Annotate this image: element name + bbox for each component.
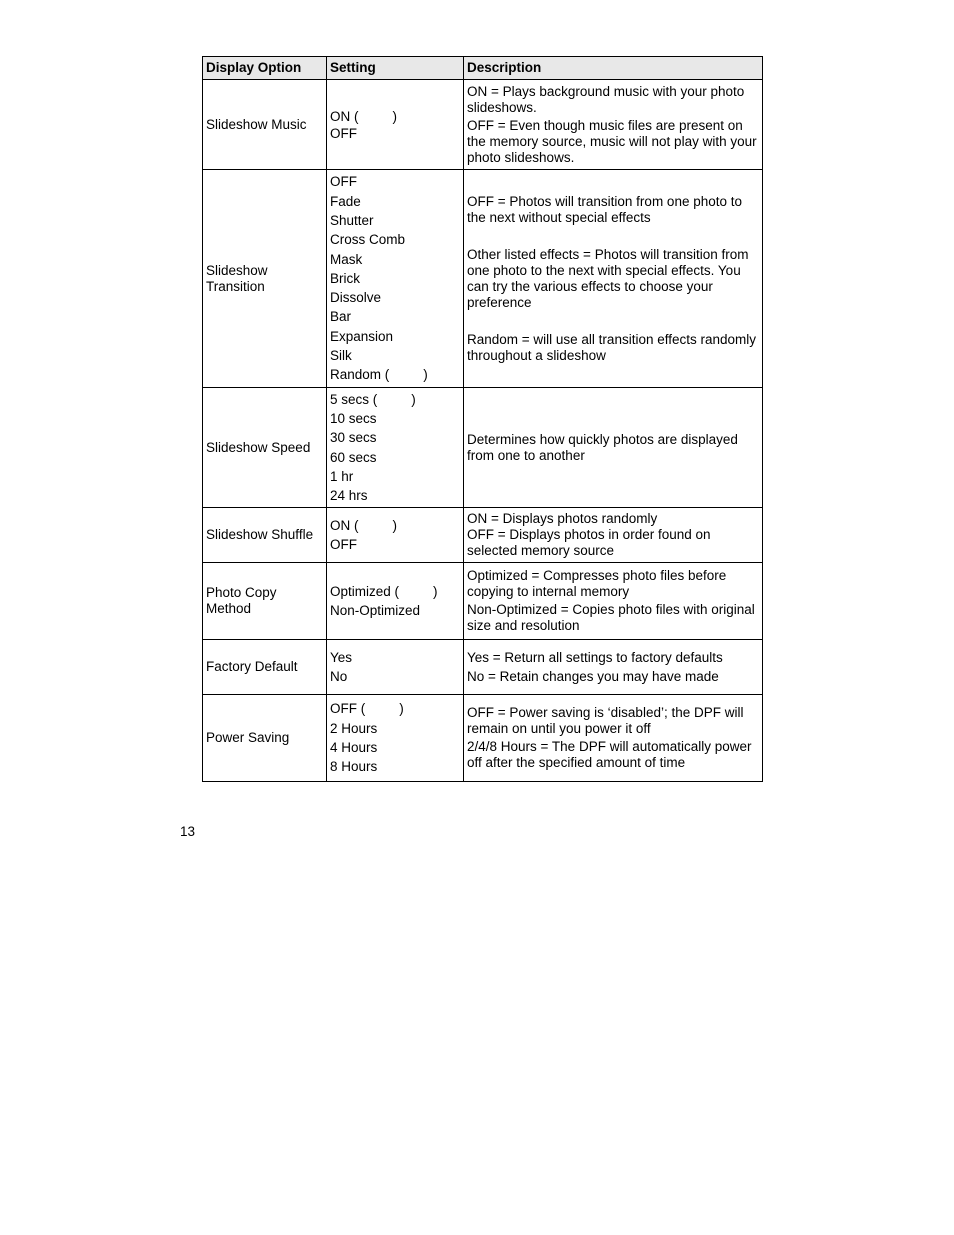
setting-line: Dissolve [330,290,382,306]
setting-cell [327,170,464,388]
setting-cell [327,640,464,695]
setting-line [330,365,460,384]
setting-line: Brick [330,270,360,286]
table-row [203,508,763,563]
description-text: OFF = Power saving is ‘disabled’; the DPF will remain on until you power it off [467,705,744,736]
setting-line [330,390,460,409]
setting-cell [327,563,464,640]
option-cell: Slideshow Music [203,80,327,170]
setting-line [330,107,460,126]
setting-value: ) [433,583,438,599]
setting-value: Random ( [330,367,390,383]
option-cell: Slideshow Speed [203,388,327,508]
table-row [203,640,763,695]
description-text: ON = Plays background music with your photo slideshows. [467,83,745,115]
setting-value: ) [423,367,428,383]
setting-value: ) [392,108,397,124]
description-text: 2/4/8 Hours = The DPF will automatically power off after the specified amount of time [467,739,752,770]
table-row [203,388,763,508]
description-text: Other listed effects = Photos will transition from one photo to the next with special effects. You can try the various effects to choose your preference [467,246,749,310]
setting-value: ) [411,391,416,407]
setting-line: 24 hrs [330,488,368,504]
setting-value: OFF ( [330,701,366,717]
setting-line: 8 Hours [330,759,378,775]
table-header-row [203,57,763,80]
setting-line: Bar [330,309,352,325]
option-label: Slideshow Transition [206,262,268,294]
header-setting: Setting [327,57,464,80]
description-cell [464,695,763,782]
setting-cell [327,695,464,782]
setting-line: OFF [330,126,357,142]
setting-line: No [330,669,348,684]
description-text: No = Retain changes you may have made [467,669,719,684]
setting-value: 5 secs ( [330,391,378,407]
setting-value: ON ( [330,108,359,124]
description-text: Determines how quickly photos are displayed from one to another [467,431,738,463]
description-text: Yes = Return all settings to factory defaults [467,649,723,665]
setting-line: Cross Comb [330,232,406,248]
setting-line: Mask [330,251,363,267]
setting-cell [327,80,464,170]
display-options-table [202,56,763,782]
setting-line: 30 secs [330,430,377,446]
setting-line: Non-Optimized [330,603,421,618]
setting-line [330,699,460,718]
option-label: Photo Copy Method [206,585,277,616]
table-row [203,170,763,388]
table-row [203,563,763,640]
description-text: ON = Displays photos randomly [467,511,658,526]
option-cell [203,170,327,388]
setting-value: ON ( [330,517,359,533]
setting-line: Shutter [330,212,374,228]
table-row [203,695,763,782]
setting-line: Expansion [330,328,394,344]
description-cell [464,508,763,563]
setting-line: 60 secs [330,449,377,465]
description-text: Non-Optimized = Copies photo files with original size and resolution [467,602,755,633]
description-text: OFF = Even though music files are present on the memory source, music will not play with your photo slideshows. [467,117,757,165]
setting-line [330,516,460,535]
setting-line: Fade [330,193,361,209]
description-cell [464,80,763,170]
description-cell [464,170,763,388]
setting-line: 1 hr [330,468,354,484]
setting-line: Silk [330,348,352,364]
option-cell: Power Saving [203,695,327,782]
header-display-option: Display Option [203,57,327,80]
setting-value: Optimized ( [330,583,400,599]
description-text: OFF = Photos will transition from one photo to the next without special effects [467,193,743,225]
setting-line: 10 secs [330,410,377,426]
setting-value: ) [399,701,404,717]
option-cell: Factory Default [203,640,327,695]
description-text: Random = will use all transition effects randomly throughout a slideshow [467,331,757,363]
description-text: Optimized = Compresses photo files before copying to internal memory [467,568,727,599]
description-cell [464,388,763,508]
setting-line: 4 Hours [330,740,378,755]
setting-cell [327,508,464,563]
header-description: Description [464,57,763,80]
description-cell [464,563,763,640]
setting-line: OFF [330,537,357,552]
setting-cell [327,388,464,508]
option-cell: Slideshow Shuffle [203,508,327,563]
page-number: 13 [180,824,196,839]
table-row [203,80,763,170]
option-cell [203,563,327,640]
setting-line: Yes [330,649,353,665]
description-text: OFF = Displays photos in order found on selected memory source [467,527,711,558]
setting-line: 2 Hours [330,720,378,736]
setting-line: OFF [330,174,357,190]
setting-value: ) [392,517,397,533]
setting-line [330,582,460,601]
description-cell [464,640,763,695]
